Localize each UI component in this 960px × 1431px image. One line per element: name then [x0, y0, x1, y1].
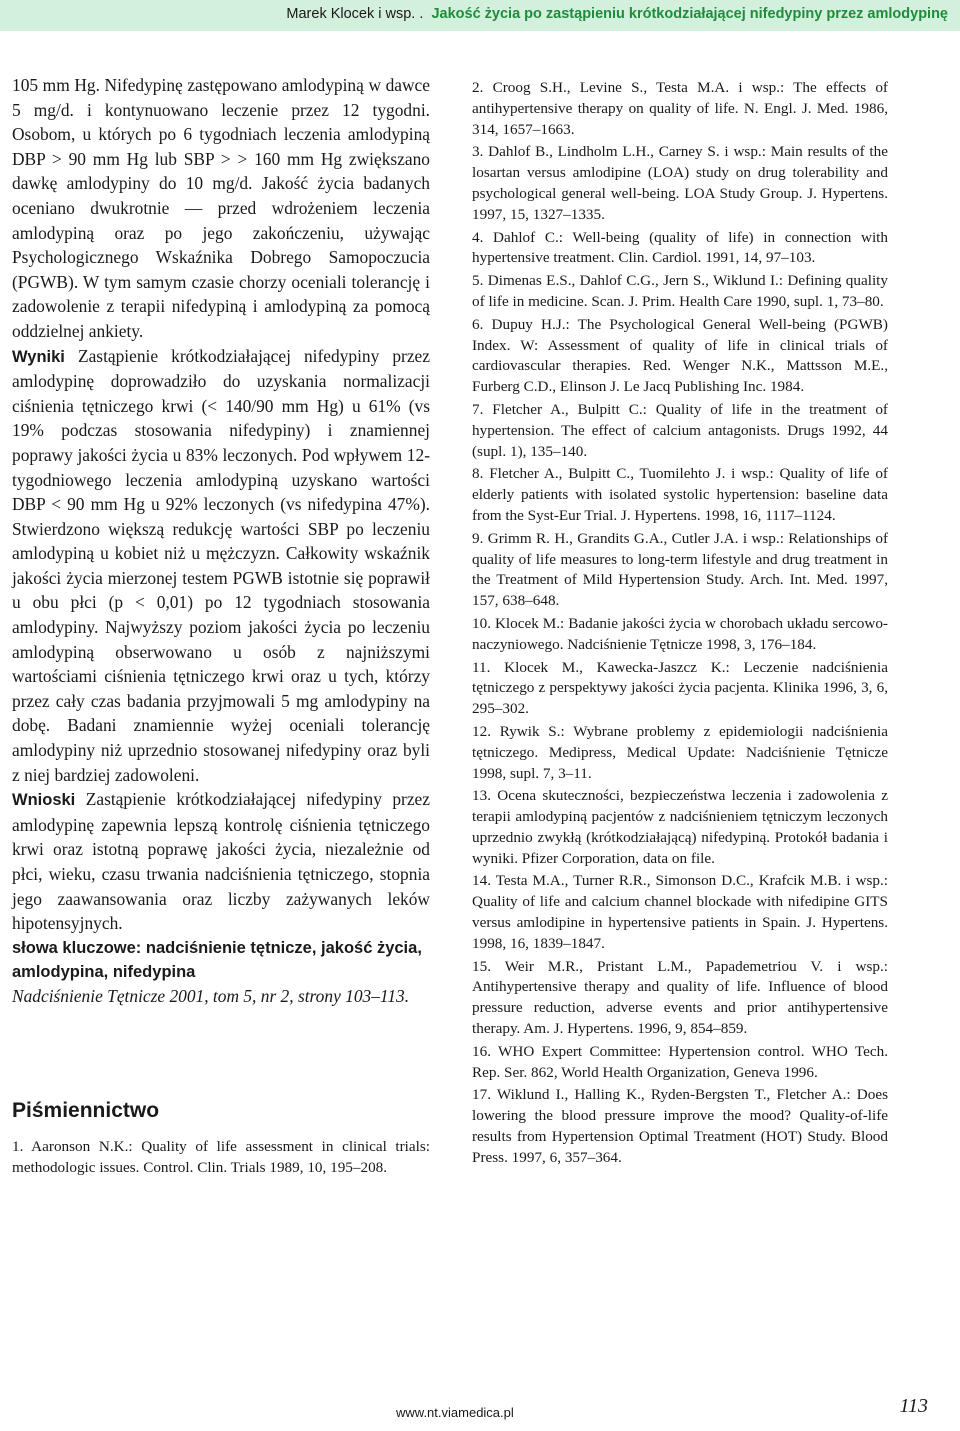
reference-item: 12. Rywik S.: Wybrane problemy z epidemiologii nadciśnienia tętniczego. Medipress, Medical Update: Nadciśnienie Tętnicze 1998, supl. 7, 3–11.	[472, 722, 888, 782]
references-left-column	[12, 1137, 430, 1181]
reference-item: 17. Wiklund I., Halling K., Ryden-Bergsten T., Fletcher A.: Does lowering the blood pressure improve the mood? Quality-of-life results from Hypertension Optimal Treatment (HOT) Study. Blood Press. 1997, 6, 357–364.	[472, 1086, 888, 1166]
running-header-text: Marek Klocek i wsp. . Jakość życia po zastąpieniu krótkodziałającej nifedypiny przez amlodypinę	[286, 6, 948, 22]
header-article-title: Jakość życia po zastąpieniu krótkodziałającej nifedypiny przez amlodypinę	[431, 6, 948, 22]
reference-item: 4. Dahlof C.: Well-being (quality of life) in connection with hypertensive treatment. Clin. Cardiol. 1991, 14, 97–103.	[472, 228, 888, 267]
reference-item: 11. Klocek M., Kawecka-Jaszcz K.: Leczenie nadciśnienia tętniczego z perspektywy jakości życia pacjenta. Klinika 1996, 3, 6, 295–302.	[472, 658, 888, 718]
conclusions-text: Zastąpienie krótkodziałającej nifedypiny przez amlodypinę zapewnia lepszą kontrolę ciśnienia tętniczego krwi oraz istotną poprawę jakości życia, niezależnie od płci, wieku, czasu trwania nadciśnienia tętniczego, stopnia jego zaawansowania oraz liczby zażywanych leków hipotensyjnych.	[12, 789, 430, 934]
reference-item: 3. Dahlof B., Lindholm L.H., Carney S. i wsp.: Main results of the losartan versus amlodipine (LOA) study on drug tolerability and psychological general well-being. LOA Study Group. J. Hypertens. 1997, 15, 1327–1335.	[472, 143, 888, 223]
reference-item: 13. Ocena skuteczności, bezpieczeństwa leczenia i zadowolenia z terapii amlodypiną pacjentów z nadciśnieniem tętniczym leczonych uprzednio zwykłą (krótkodziałającą) nifedypiną. Protokół badania i wyniki. Pfizer Corporation, data on file.	[472, 787, 888, 867]
journal-citation: Nadciśnienie Tętnicze 2001, tom 5, nr 2, strony 103–113.	[12, 985, 410, 1006]
running-header	[0, 0, 960, 31]
reference-item: 5. Dimenas E.S., Dahlof C.G., Jern S., Wiklund I.: Defining quality of life in medicine. Scan. J. Prim. Health Care 1990, supl. 1, 73–80.	[472, 272, 888, 310]
results-text: Zastąpienie krótkodziałającej nifedypiny przez amlodypinę doprowadziło do uzyskania normalizacji ciśnienia tętniczego krwi (< 140/90 mm Hg) u 61% (vs 19% podczas stosowania nifedypiny) i znamiennej poprawy jakości życia u 83% leczonych. Pod wpływem 12-tygodniowego leczenia amlodypiną uzyskano wartości DBP < 90 mm Hg u 92% leczonych (vs nifedypina 47%). Stwierdzono większą redukcję wartości SBP po leczeniu amlodypiną u kobiet niż u mężczyzn. Całkowity wskaźnik jakości życia mierzonej testem PGWB istotnie się poprawił u obu płci (p < 0,01) po 12 tygodniach stosowania amlodypiny. Najwyższy poziom jakości życia po leczeniu amlodypiną obserwowano u osób z najniższymi wartościami ciśnienia tętniczego krwi oraz u tych, którzy przez cały czas badania przyjmowali 5 mg amlodypiny na dobę. Badani znamiennie wyżej oceniali tolerancję amlodypiny niż uprzednio stosowanej nifedypiny oraz byli z niej bardziej zadowoleni.	[12, 345, 430, 785]
results-label: Wyniki	[12, 347, 65, 366]
abstract-conclusions-paragraph	[12, 787, 430, 936]
reference-item: 1. Aaronson N.K.: Quality of life assessment in clinical trials: methodologic issues. Control. Clin. Trials 1989, 10, 195–208.	[12, 1138, 430, 1176]
reference-item: 10. Klocek M.: Badanie jakości życia w chorobach układu sercowo-naczyniowego. Nadciśnienie Tętnicze 1998, 3, 176–184.	[472, 614, 888, 653]
journal-website-link[interactable]: www.nt.viamedica.pl	[396, 1405, 514, 1420]
conclusions-label: Wnioski	[12, 791, 76, 810]
reference-item: 6. Dupuy H.J.: The Psychological General Well-being (PGWB) Index. W: Assessment of quality of life in clinical trials of cardiovascular therapies. Red. Wenger N.K., Mattsson M.E., Furberg C.D., Elinson J. Le Jacq Publishing Inc. 1984.	[472, 315, 888, 396]
page-number: 113	[899, 1395, 928, 1417]
abstract-column	[12, 73, 430, 1008]
reference-item: 9. Grimm R. H., Grandits G.A., Cutler J.A. i wsp.: Relationships of quality of life measures to long-term lifestyle and drug treatment in the Treatment of Mild Hypertension Study. Arch. Int. Med. 1997, 157, 638–648.	[472, 529, 888, 610]
abstract-methods-paragraph: 105 mm Hg. Nifedypinę zastępowano amlodypiną w dawce 5 mg/d. i kontynuowano leczenie przez 12 tygodni. Osobom, u których po 6 tygodniach leczenia amlodypiną DBP > 90 mm Hg lub SBP > > 160 mm Hg zwiększano dawkę amlodypiny do 10 mg/d. Jakość życia badanych oceniano dwukrotnie — przed wdrożeniem leczenia amlodypiną oraz po jego zakończeniu, używając Psychologicznego Wskaźnika Dobrego Samopoczucia (PGWB). W tym samym czasie chorzy oceniali tolerancję i zadowolenie z terapii nifedypiną i amlodypiną za pomocą oddzielnej ankiety.	[12, 75, 430, 341]
header-authors: Marek Klocek i wsp.	[286, 6, 416, 22]
abstract-results-paragraph	[12, 344, 430, 788]
reference-item: 8. Fletcher A., Bulpitt C., Tuomilehto J. i wsp.: Quality of life of elderly patients with isolated systolic hypertension: baseline data from the Syst-Eur Trial. J. Hypertens. 1998, 16, 1117–1124.	[472, 465, 888, 524]
reference-item: 15. Weir M.R., Pristant L.M., Papademetriou V. i wsp.: Antihypertensive therapy and quality of life. Influence of blood pressure reduction, adverse events and prior antihypertensive therapy. Am. J. Hypertens. 1996, 9, 854–859.	[472, 957, 888, 1038]
references-right-column	[472, 78, 888, 1171]
reference-item: 16. WHO Expert Committee: Hypertension control. WHO Tech. Rep. Ser. 862, World Health Organization, Geneva 1996.	[472, 1042, 888, 1081]
reference-item: 7. Fletcher A., Bulpitt C.: Quality of life in the treatment of hypertension. The effect of calcium antagonists. Drugs 1992, 44 (supl. 1), 135–140.	[472, 400, 888, 460]
reference-item: 2. Croog S.H., Levine S., Testa M.A. i wsp.: The effects of antihypertensive therapy on quality of life. N. Engl. J. Med. 1986, 314, 1657–1663.	[472, 79, 888, 138]
references-heading: Piśmiennictwo	[12, 1099, 160, 1122]
reference-item: 14. Testa M.A., Turner R.R., Simonson D.C., Krafcik M.B. i wsp.: Quality of life and calcium channel blockade with nifedipine GITS versus amlodipine in hypertensive patients in Spain. J. Hypertens. 1998, 16, 1839–1847.	[472, 872, 888, 952]
keywords: słowa kluczowe: nadciśnienie tętnicze, jakość życia, amlodypina, nifedypina	[12, 938, 422, 981]
